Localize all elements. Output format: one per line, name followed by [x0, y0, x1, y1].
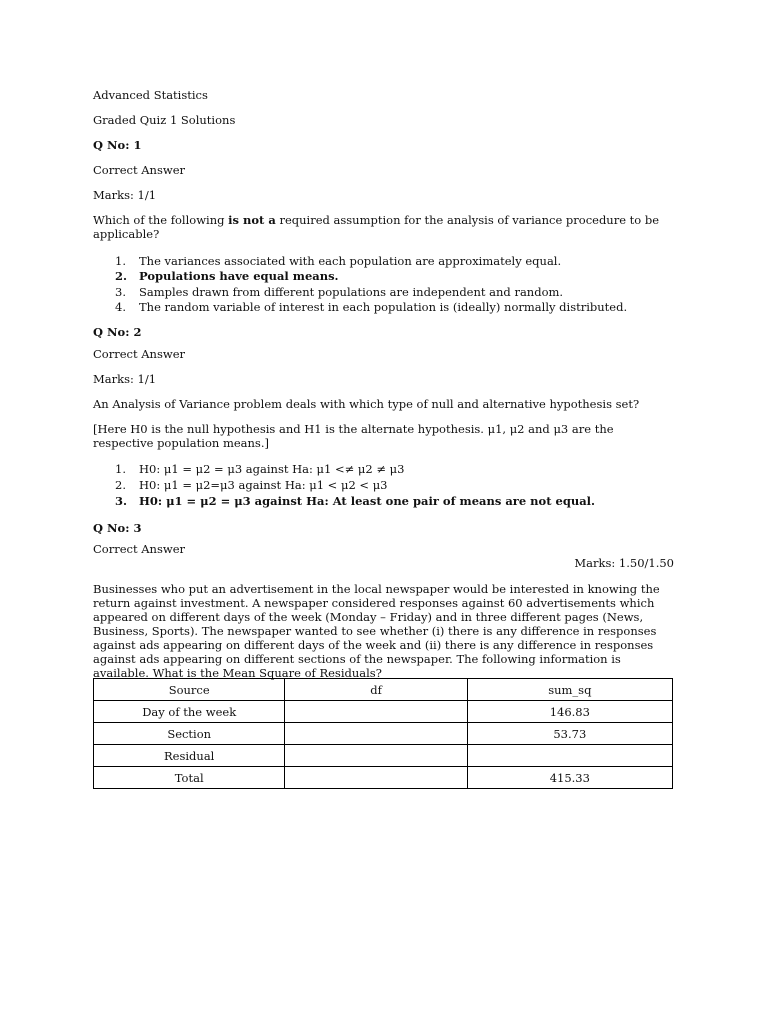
cell-df — [285, 767, 467, 789]
q1-option — [115, 254, 561, 268]
option-number: 2. — [115, 478, 126, 492]
option-number: 4. — [115, 300, 126, 314]
option-number: 1. — [115, 462, 126, 476]
table-row — [94, 745, 673, 767]
option-text: The variances associated with each population are approximately equal. — [139, 254, 562, 268]
q1-question — [93, 213, 683, 241]
table-row — [94, 701, 673, 723]
table-header-row — [94, 679, 673, 701]
option-number: 2. — [115, 269, 128, 283]
column-header-sum-sq: sum_sq — [467, 679, 672, 701]
cell-source: Section — [94, 723, 285, 745]
q2-option — [115, 462, 404, 476]
cell-sum-sq: 415.33 — [467, 767, 672, 789]
q1-option — [115, 300, 627, 314]
q2-note: [Here H0 is the null hypothesis and H1 is the alternate hypothesis. μ1, μ2 and μ3 are the respective population means.] — [93, 422, 614, 450]
q2-label: Q No: 2 — [93, 325, 142, 339]
q2-option — [115, 478, 388, 492]
q1-option — [115, 285, 563, 299]
cell-source: Residual — [94, 745, 285, 767]
q3-marks: Marks: 1.50/1.50 — [574, 556, 674, 570]
cell-sum-sq — [467, 745, 672, 767]
column-header-source: Source — [94, 679, 285, 701]
cell-source: Total — [94, 767, 285, 789]
option-text: Samples drawn from different populations are independent and random. — [139, 285, 564, 299]
q1-question-pre: Which of the following — [93, 213, 229, 227]
table-row — [94, 723, 673, 745]
q1-question-post: required assumption for the analysis of variance procedure to be applicable? — [93, 213, 660, 241]
q1-status: Correct Answer — [93, 163, 185, 177]
q2-status: Correct Answer — [93, 347, 185, 361]
option-text: Populations have equal means. — [139, 269, 339, 283]
option-text: H0: μ1 = μ2=μ3 against Ha: μ1 < μ2 < μ3 — [139, 478, 388, 492]
cell-df — [285, 723, 467, 745]
option-text: H0: μ1 = μ2 = μ3 against Ha: At least one pair of means are not equal. — [139, 494, 596, 508]
option-text: The random variable of interest in each population is (ideally) normally distributed. — [139, 300, 628, 314]
q2-option-correct — [115, 494, 595, 508]
cell-sum-sq: 146.83 — [467, 701, 672, 723]
quiz-title: Graded Quiz 1 Solutions — [93, 113, 236, 127]
column-header-df: df — [285, 679, 467, 701]
cell-df — [285, 701, 467, 723]
option-number: 3. — [115, 285, 126, 299]
q3-status: Correct Answer — [93, 542, 185, 556]
q1-option-correct — [115, 269, 339, 283]
q3-label: Q No: 3 — [93, 521, 142, 535]
cell-source: Day of the week — [94, 701, 285, 723]
q1-label: Q No: 1 — [93, 138, 142, 152]
option-text: H0: μ1 = μ2 = μ3 against Ha: μ1 <≠ μ2 ≠ μ3 — [139, 462, 405, 476]
q3-question: Businesses who put an advertisement in the local newspaper would be interested in knowing the return against investment. A newspaper considered responses against 60 advertisements which appeared on different days of the week (Monday – Friday) and in three different pages (News, Business, Sports). The newspaper wanted to see whether (i) there is any difference in responses against ads appearing on different days of the week and (ii) there is any difference in responses against ads appearing on different sections of the newspaper. The following information is available. What is the Mean Square of Residuals? — [93, 582, 660, 680]
q2-question: An Analysis of Variance problem deals with which type of null and alternative hypothesis set? — [93, 397, 640, 411]
table-row — [94, 767, 673, 789]
option-number: 3. — [115, 494, 128, 508]
q1-question-emphasis: is not a — [228, 213, 276, 227]
option-number: 1. — [115, 254, 126, 268]
q1-marks: Marks: 1/1 — [93, 188, 157, 202]
cell-df — [285, 745, 467, 767]
anova-table — [93, 678, 673, 789]
q2-marks: Marks: 1/1 — [93, 372, 157, 386]
cell-sum-sq: 53.73 — [467, 723, 672, 745]
course-title: Advanced Statistics — [93, 88, 208, 102]
